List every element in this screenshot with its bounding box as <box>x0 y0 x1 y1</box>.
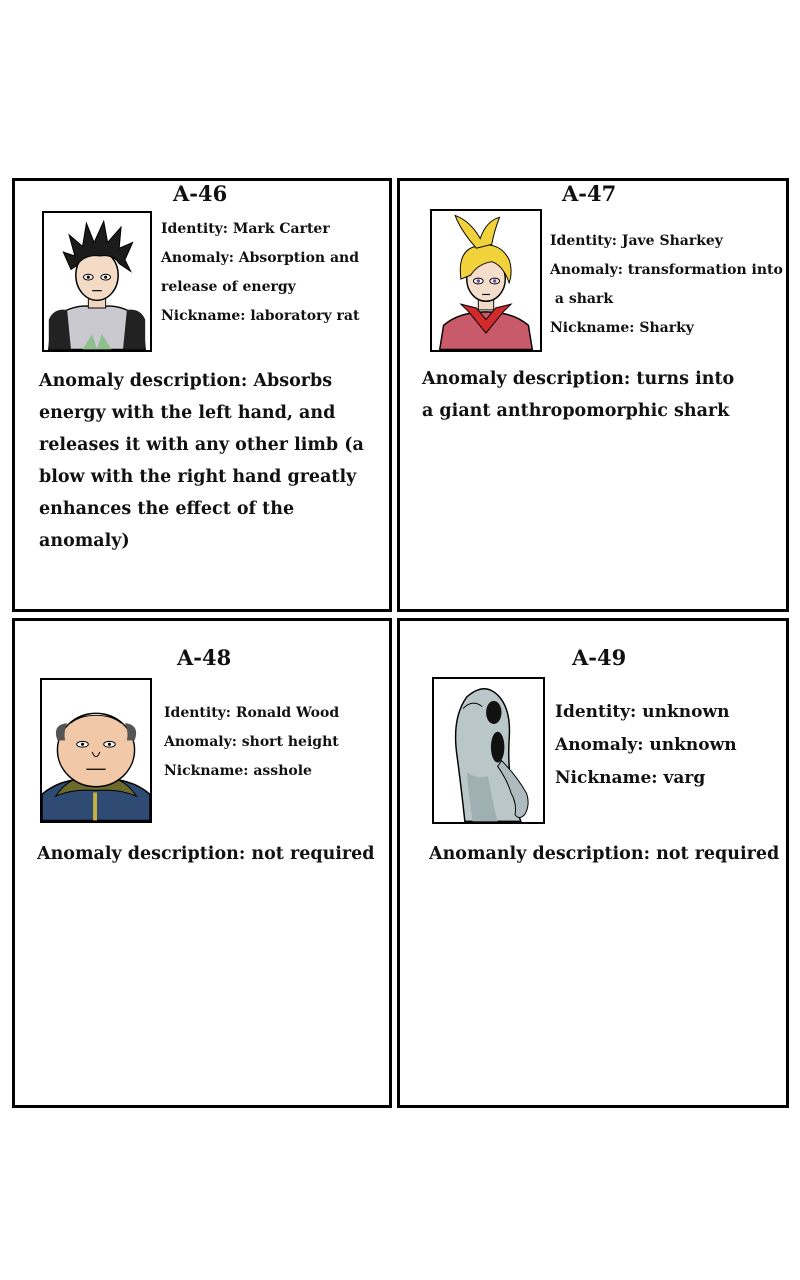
description-line: releases it with any other limb (a <box>39 435 364 455</box>
card-code: A-46 <box>173 181 228 206</box>
info-block <box>161 215 359 331</box>
card-code: A-49 <box>572 645 627 670</box>
card-code: A-48 <box>177 645 232 670</box>
info-block <box>164 699 339 786</box>
bald-heavy-man-portrait <box>40 678 152 823</box>
anomaly-card-a49 <box>397 618 789 1108</box>
description-line: Anomaly description: turns into <box>422 369 735 389</box>
description-line: a giant anthropomorphic shark <box>422 401 730 421</box>
anomaly-description <box>422 363 734 427</box>
anomaly-description <box>429 838 779 870</box>
info-block <box>550 227 783 343</box>
blonde-ponytail-woman-portrait <box>430 209 542 352</box>
info-block <box>555 696 737 795</box>
anomaly-description <box>37 838 375 870</box>
card-code: A-47 <box>562 181 617 206</box>
anomaly-text: Anomaly: short height <box>164 734 339 750</box>
anomaly-description <box>39 365 389 557</box>
anomaly-card-a48 <box>12 618 392 1108</box>
identity-text: Identity: unknown <box>555 702 730 722</box>
description-line: energy with the left hand, and <box>39 403 336 423</box>
description-line: Anomaly description: not required <box>37 844 375 864</box>
identity-text: Identity: Mark Carter <box>161 221 330 237</box>
nickname-text: Nickname: laboratory rat <box>161 308 360 324</box>
nickname-text: Nickname: varg <box>555 768 706 788</box>
spiky-haired-man-portrait <box>42 211 152 352</box>
description-line: blow with the right hand greatly <box>39 467 357 487</box>
anomaly-text-continued: release of energy <box>161 279 296 295</box>
anomaly-card-a46 <box>12 178 392 612</box>
identity-text: Identity: Ronald Wood <box>164 705 340 721</box>
identity-text: Identity: Jave Sharkey <box>550 233 723 249</box>
nickname-text: Nickname: asshole <box>164 763 312 779</box>
anomaly-text-continued: a shark <box>550 291 614 307</box>
anomaly-text: Anomaly: Absorption and <box>161 250 360 266</box>
description-line: enhances the effect of the anomaly) <box>39 499 295 551</box>
pale-creature-portrait <box>432 677 545 824</box>
anomaly-text: Anomaly: transformation into <box>550 262 783 278</box>
anomaly-card-a47 <box>397 178 789 612</box>
nickname-text: Nickname: Sharky <box>550 320 694 336</box>
description-line: Anomaly description: Absorbs <box>39 371 333 391</box>
description-line: Anomanly description: not required <box>429 844 780 864</box>
anomaly-text: Anomaly: unknown <box>555 735 737 755</box>
